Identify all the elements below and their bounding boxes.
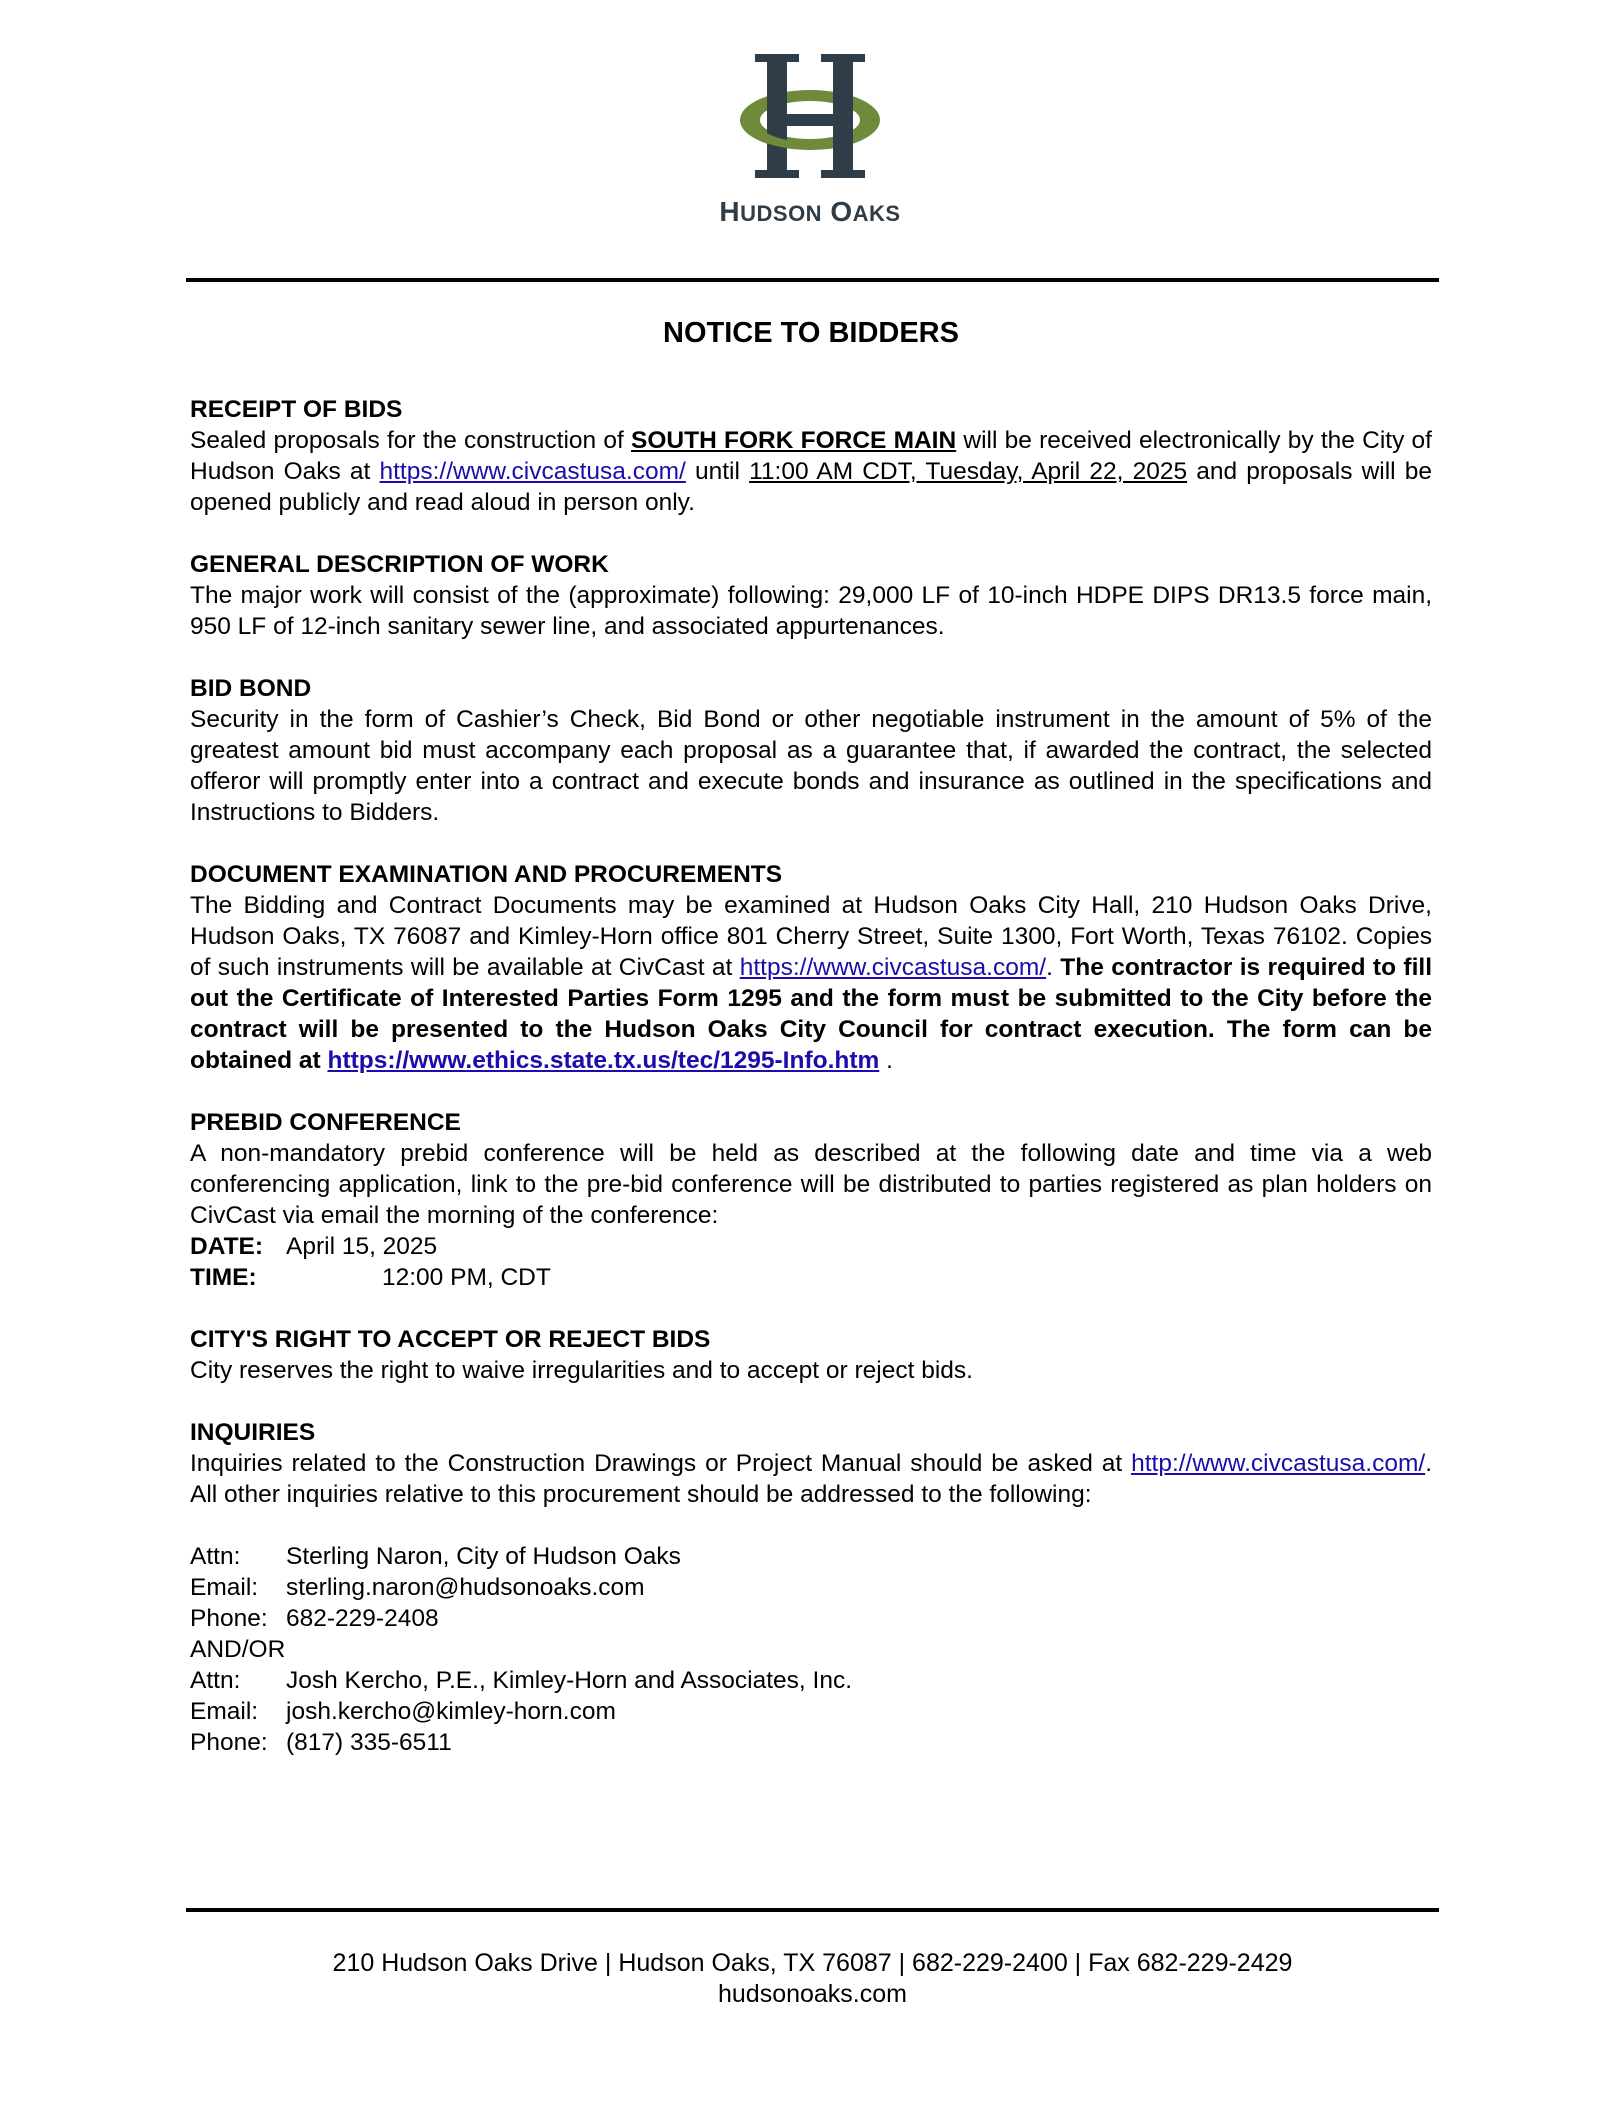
contact-name: Josh Kercho, P.E., Kimley-Horn and Associates, Inc. (286, 1667, 853, 1694)
contact-name: Sterling Naron, City of Hudson Oaks (286, 1543, 681, 1570)
page-title: NOTICE TO BIDDERS (663, 317, 959, 349)
and-or-label: AND/OR (190, 1636, 286, 1663)
section-heading: BID BOND (190, 675, 312, 702)
project-name: SOUTH FORK FORCE MAIN (631, 427, 957, 454)
section-heading: PREBID CONFERENCE (190, 1109, 461, 1136)
prebid-date-row: DATE: April 15, 2025 (190, 1233, 438, 1260)
section-heading: GENERAL DESCRIPTION OF WORK (190, 551, 609, 578)
section-body: Sealed proposals for the construction of SOUTH FORK FORCE MAIN will be received electronically by the City of Hudson Oaks at https://www.civcastusa.com/ until 11:00 AM CDT, Tuesday, April 22, 2025 and proposals will be opened publicly and read aloud in person only. (190, 427, 1433, 516)
section-body: Security in the form of Cashier’s Check, Bid Bond or other negotiable instrument in the amount of 5% of the greatest amount bid must accompany each proposal as a guarantee that, if awarded the contract, the selected offeror will promptly enter into a contract and execute bonds and insurance as outlined in the specifications and Instructions to Bidders. (190, 706, 1432, 826)
section-bid-bond (190, 673, 1432, 828)
hudson-oaks-emblem-icon (725, 48, 895, 188)
section-body: The Bidding and Contract Documents may be examined at Hudson Oaks City Hall, 210 Hudson Oaks Drive, Hudson Oaks, TX 76087 and Kimley-Horn office 801 Cherry Street, Suite 1300, Fort Worth, Texas 76102. Copies of such instruments will be available at CivCast at https://www.civcastusa.com/. The contractor is required to fill out the Certificate of Interested Parties Form 1295 and the form must be submitted to the City before the contract will be presented to the Hudson Oaks City Council for contract execution. The form can be obtained at https://www.ethics.state.tx.us/tec/1295-Info.htm . (190, 892, 1432, 1074)
footer-website: hudsonoaks.com (717, 1980, 907, 2008)
section-body: A non-mandatory prebid conference will be held as described at the following date and time via a web conferencing application, link to the pre-bid conference will be distributed to parties registered as plan holders on CivCast via email the morning of the conference: (190, 1140, 1432, 1229)
prebid-date: April 15, 2025 (286, 1233, 438, 1260)
footer-address: 210 Hudson Oaks Drive | Hudson Oaks, TX 76087 | 682-229-2400 | Fax 682-229-2429 (332, 1949, 1293, 1977)
section-body: City reserves the right to waive irregularities and to accept or reject bids. (190, 1357, 973, 1384)
section-prebid-conference (190, 1107, 1432, 1293)
civcast-link[interactable]: https://www.civcastusa.com/ (739, 954, 1047, 981)
notice-body (190, 318, 1432, 1789)
civcast-link[interactable]: http://www.civcastusa.com/ (1131, 1450, 1426, 1477)
page-footer (186, 1948, 1439, 2010)
footer-divider (186, 1908, 1439, 1912)
contact-phone: (817) 335-6511 (286, 1729, 452, 1756)
section-general-description (190, 549, 1432, 642)
section-heading: INQUIRIES (190, 1419, 316, 1446)
section-heading: RECEIPT OF BIDS (190, 396, 403, 423)
bid-deadline: 11:00 AM CDT, Tuesday, April 22, 2025 (749, 458, 1188, 485)
section-heading: CITY'S RIGHT TO ACCEPT OR REJECT BIDS (190, 1326, 711, 1353)
section-inquiries (190, 1417, 1432, 1758)
prebid-time: 12:00 PM, CDT (382, 1264, 551, 1291)
civcast-link[interactable]: https://www.civcastusa.com/ (379, 458, 686, 485)
section-body: Inquiries related to the Construction Drawings or Project Manual should be asked at http://www.civcastusa.com/. All other inquiries relative to this procurement should be addressed to the following: (190, 1450, 1432, 1508)
section-receipt-of-bids (190, 394, 1432, 518)
section-heading: DOCUMENT EXAMINATION AND PROCUREMENTS (190, 861, 783, 888)
prebid-time-row: TIME: 12:00 PM, CDT (190, 1264, 551, 1291)
hudson-oaks-logo (700, 48, 920, 248)
contact-city: Attn: Sterling Naron, City of Hudson Oaks Email: sterling.naron@hudsonoaks.com Phone: 682-229-2408 (190, 1543, 681, 1632)
contact-email[interactable]: sterling.naron@hudsonoaks.com (286, 1574, 645, 1601)
contact-phone: 682-229-2408 (286, 1605, 439, 1632)
logo-wordmark: HUDSON OAKS (719, 196, 901, 227)
section-city-rights (190, 1324, 1432, 1386)
contact-engineer: Attn: Josh Kercho, P.E., Kimley-Horn and Associates, Inc. Email: josh.kercho@kimley-horn.com Phone: (817) 335-6511 (190, 1667, 853, 1756)
contact-email[interactable]: josh.kercho@kimley-horn.com (286, 1698, 616, 1725)
ethics-form-link[interactable]: https://www.ethics.state.tx.us/tec/1295-Info.htm (327, 1047, 880, 1074)
section-document-examination (190, 859, 1432, 1076)
section-body: The major work will consist of the (approximate) following: 29,000 LF of 10-inch HDPE DIPS DR13.5 force main, 950 LF of 12-inch sanitary sewer line, and associated appurtenances. (190, 582, 1432, 640)
header-divider (186, 278, 1439, 282)
